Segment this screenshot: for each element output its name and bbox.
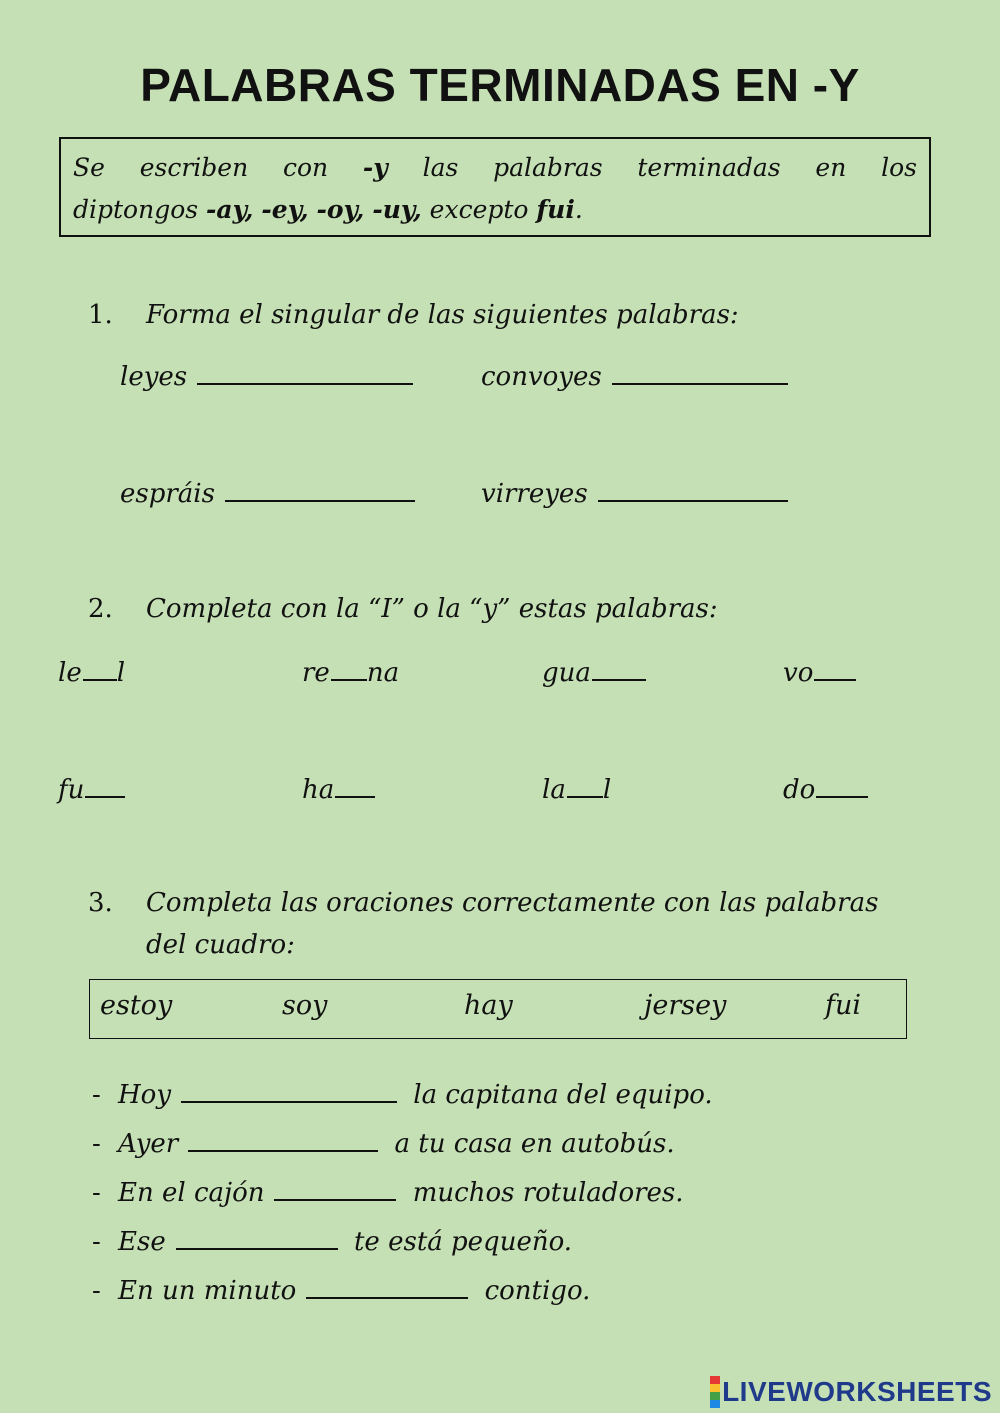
answer-blank[interactable]	[197, 382, 413, 385]
rule-text: .	[574, 195, 583, 224]
answer-blank[interactable]	[612, 382, 788, 385]
answer-blank[interactable]	[83, 678, 117, 681]
sentence-start: Ese	[118, 1227, 166, 1257]
logo-text: LIVEWORKSHEETS	[722, 1376, 992, 1407]
sentence-end: muchos rotuladores.	[412, 1178, 684, 1208]
question-1	[88, 300, 739, 330]
sentence-3	[92, 1178, 684, 1208]
item-suffix: l	[602, 775, 612, 805]
rule-word: palabras	[493, 153, 603, 182]
sentence-start: Hoy	[118, 1080, 172, 1110]
question-text: Completa las oraciones correctamente con las palabras	[146, 888, 879, 918]
item-prefix: fu	[58, 775, 85, 805]
sentence-start: En el cajón	[118, 1178, 265, 1208]
exercise-item	[783, 658, 856, 688]
question-text-cont: del cuadro:	[146, 930, 295, 960]
answer-blank[interactable]	[814, 678, 856, 681]
item-prefix: ha	[302, 775, 335, 805]
logo-block	[710, 1392, 720, 1400]
answer-blank[interactable]	[598, 499, 788, 502]
exercise-item	[58, 775, 125, 805]
word-bank-item: jersey	[644, 990, 727, 1021]
item-prefix: do	[783, 775, 816, 805]
answer-blank[interactable]	[567, 795, 603, 798]
exception-word: fui	[536, 195, 575, 224]
answer-blank[interactable]	[306, 1296, 468, 1299]
item-prefix: vo	[783, 658, 814, 688]
diphthong-uy: -uy,	[372, 195, 422, 224]
rule-text: diptongos	[73, 195, 207, 224]
item-prefix: la	[542, 775, 566, 805]
exercise-item	[542, 775, 611, 805]
logo-block	[710, 1384, 720, 1392]
item-word: leyes	[120, 362, 188, 392]
answer-blank[interactable]	[592, 678, 646, 681]
rule-line-2	[73, 189, 917, 231]
exercise-item	[120, 362, 413, 392]
exercise-item	[302, 775, 375, 805]
rule-word: terminadas	[637, 153, 781, 182]
answer-blank[interactable]	[274, 1198, 396, 1201]
diphthong-ey: -ey,	[261, 195, 309, 224]
answer-blank[interactable]	[188, 1149, 378, 1152]
sentence-dash: -	[92, 1080, 101, 1110]
diphthong-ay: -ay,	[206, 195, 254, 224]
exercise-item	[302, 658, 399, 688]
rule-word: escriben	[139, 153, 249, 182]
sentence-1	[92, 1080, 713, 1110]
question-3	[88, 882, 878, 966]
question-number: 2.	[88, 594, 113, 624]
exercise-item	[481, 362, 788, 392]
word-bank-item: estoy	[100, 990, 173, 1021]
sentence-5	[92, 1276, 590, 1306]
item-prefix: le	[58, 658, 82, 688]
word-bank-box	[89, 979, 907, 1039]
answer-blank[interactable]	[816, 795, 868, 798]
sentence-end: a tu casa en autobús.	[394, 1129, 675, 1159]
question-text: Forma el singular de las siguientes palabras:	[146, 300, 739, 330]
answer-blank[interactable]	[225, 499, 415, 502]
logo-mark-icon	[710, 1376, 720, 1408]
word-bank-item: hay	[464, 990, 513, 1021]
item-prefix: gua	[542, 658, 591, 688]
question-number: 1.	[88, 300, 113, 330]
item-word: convoyes	[481, 362, 602, 392]
answer-blank[interactable]	[331, 678, 367, 681]
item-prefix: re	[302, 658, 330, 688]
exercise-item	[542, 658, 646, 688]
rule-box	[59, 137, 931, 237]
page-title: PALABRAS TERMINADAS EN -Y	[140, 59, 860, 111]
answer-blank[interactable]	[181, 1100, 397, 1103]
sentence-dash: -	[92, 1178, 101, 1208]
diphthong-oy: -oy,	[316, 195, 365, 224]
word-bank-item: soy	[282, 990, 328, 1021]
sentence-end: te está pequeño.	[353, 1227, 573, 1257]
sentence-end: contigo.	[484, 1276, 591, 1306]
item-suffix: l	[116, 658, 126, 688]
sentence-end: la capitana del equipo.	[413, 1080, 713, 1110]
rule-word: Se	[73, 153, 105, 182]
sentence-dash: -	[92, 1276, 101, 1306]
item-word: virreyes	[481, 479, 588, 509]
rule-word: los	[881, 153, 917, 182]
item-word: espráis	[120, 479, 215, 509]
rule-word: las	[422, 153, 459, 182]
answer-blank[interactable]	[176, 1247, 338, 1250]
answer-blank[interactable]	[85, 795, 125, 798]
exercise-item	[783, 775, 868, 805]
exercise-item	[120, 479, 415, 509]
rule-line-1	[73, 147, 917, 189]
question-2	[88, 594, 718, 624]
rule-text: excepto	[421, 195, 537, 224]
word-bank-item: fui	[825, 990, 862, 1021]
rule-word-bold: -y	[362, 153, 388, 182]
item-suffix: na	[366, 658, 400, 688]
rule-word: con	[282, 153, 329, 182]
logo-block	[710, 1376, 720, 1384]
sentence-2	[92, 1129, 675, 1159]
answer-blank[interactable]	[335, 795, 375, 798]
sentence-start: En un minuto	[118, 1276, 297, 1306]
exercise-item	[481, 479, 788, 509]
logo-block	[710, 1400, 720, 1408]
sentence-4	[92, 1227, 572, 1257]
question-number: 3.	[88, 888, 113, 918]
sentence-dash: -	[92, 1227, 101, 1257]
liveworksheets-logo	[710, 1376, 992, 1408]
question-text: Completa con la “I” o la “y” estas palabras:	[146, 594, 718, 624]
sentence-dash: -	[92, 1129, 101, 1159]
exercise-item	[58, 658, 125, 688]
rule-word: en	[815, 153, 847, 182]
sentence-start: Ayer	[118, 1129, 179, 1159]
